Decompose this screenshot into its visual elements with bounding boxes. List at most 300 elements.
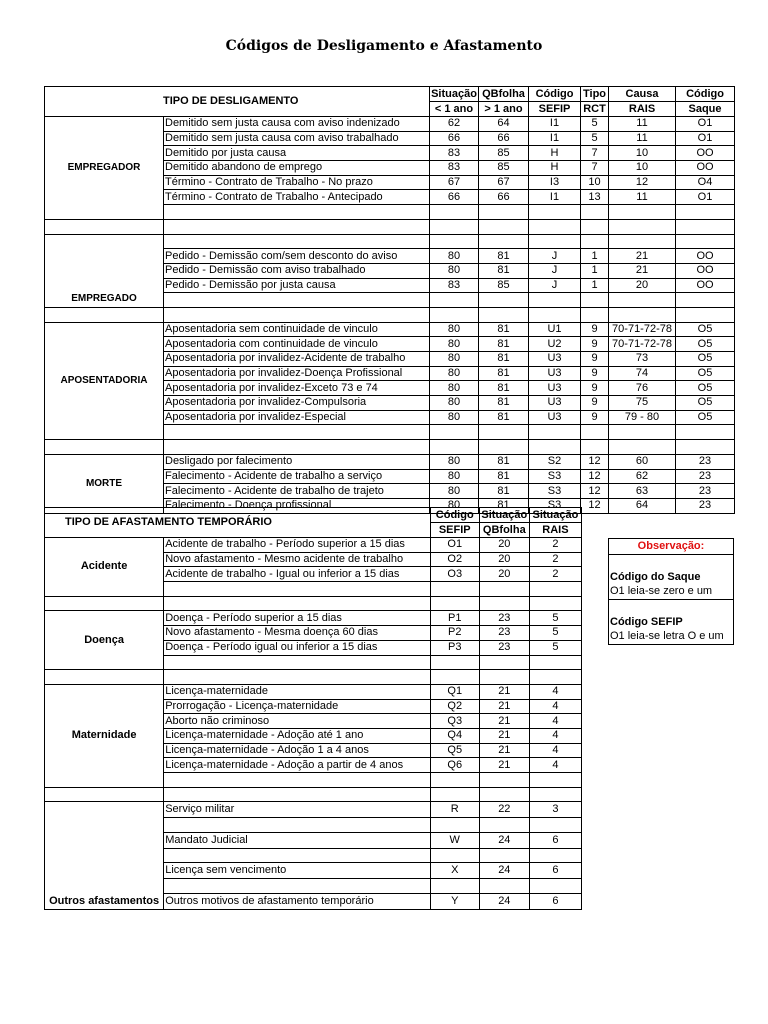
table-row [45,802,582,818]
description: Pedido - Demissão com aviso trabalhado [164,263,430,278]
category-aposentadoria: APOSENTADORIA [45,322,164,440]
codigo-sefip: Q5 [430,743,479,758]
header-tipo-afastamento: TIPO DE AFASTAMENTO TEMPORÁRIO [45,508,431,538]
qbfolha-mais-1-ano: 81 [479,410,529,425]
description: Acidente de trabalho - Período superior a 15 dias [164,538,431,553]
codigo-saque: 23 [676,498,735,513]
header-sefip: SEFIP [529,102,581,117]
situacao-qbfolha: 24 [479,863,529,879]
qbfolha-mais-1-ano: 81 [479,454,529,469]
codigo-sefip: W [430,832,479,848]
codigo-sefip: U3 [529,396,581,411]
situacao-qbfolha: 23 [479,626,529,641]
codigo-sefip: O2 [430,552,479,567]
qbfolha-mais-1-ano: 81 [479,263,529,278]
empty-cell [164,596,431,611]
causa-rais: 21 [609,249,676,264]
situacao-menos-1-ano: 80 [430,263,479,278]
empty-cell [581,425,609,440]
empty-cell [479,293,529,308]
table-row [45,454,735,469]
codigo-sefip: O3 [430,567,479,582]
tipo-rct: 7 [581,146,609,161]
situacao-rais: 3 [529,802,581,818]
tipo-rct: 1 [581,278,609,293]
header-causa: Causa [609,87,676,102]
empty-cell [164,655,431,670]
header-tipo-desligamento: TIPO DE DESLIGAMENTO [45,87,430,117]
empty-cell [430,655,479,670]
codigo-sefip: Q1 [430,684,479,699]
situacao-menos-1-ano: 66 [430,190,479,205]
codigo-saque: O4 [676,175,735,190]
empty-cell [164,670,431,685]
desligamento-body [45,117,735,514]
description: Doença - Período superior a 15 dias [164,611,431,626]
empty-cell [529,879,581,894]
description: Aposentadoria com continuidade de vinculo [164,337,430,352]
situacao-rais: 4 [529,684,581,699]
description: Demitido abandono de emprego [164,161,430,176]
header-qbfolha: QBfolha [479,523,529,538]
qbfolha-mais-1-ano: 85 [479,146,529,161]
causa-rais: 74 [609,366,676,381]
description: Licença-maternidade - Adoção até 1 ano [164,728,431,743]
situacao-qbfolha: 23 [479,611,529,626]
table-row [45,538,582,553]
codigo-sefip: U3 [529,352,581,367]
category-empregado: EMPREGADO [45,234,164,307]
header-situacao: Situação [479,508,529,523]
empty-cell [529,440,581,455]
empty-cell [581,440,609,455]
sefip-title: Código SEFIP [609,615,734,630]
situacao-menos-1-ano: 80 [430,381,479,396]
tipo-rct: 7 [581,161,609,176]
causa-rais: 70-71-72-78 [609,337,676,352]
codigo-saque: O5 [676,322,735,337]
description: Pedido - Demissão com/sem desconto do aviso [164,249,430,264]
table-row [45,670,582,685]
empty-cell [479,596,529,611]
empty-cell [430,440,479,455]
empty-cell [45,307,164,322]
empty-cell [676,234,735,249]
codigo-saque: O5 [676,366,735,381]
codigo-saque: 23 [676,469,735,484]
situacao-rais: 4 [529,758,581,773]
codigo-saque: OO [676,161,735,176]
empty-cell [45,670,164,685]
causa-rais: 76 [609,381,676,396]
empty-cell [430,582,479,597]
empty-cell [164,219,430,234]
empty-cell [479,219,529,234]
codigo-sefip: Q3 [430,714,479,729]
causa-rais: 75 [609,396,676,411]
situacao-menos-1-ano: 80 [430,396,479,411]
empty-cell [430,596,479,611]
codigo-sefip: I1 [529,117,581,132]
codigo-sefip: U3 [529,366,581,381]
table-row [45,611,582,626]
qbfolha-mais-1-ano: 81 [479,498,529,513]
description: Prorrogação - Licença-maternidade [164,699,431,714]
empty-cell [164,293,430,308]
empty-cell [430,670,479,685]
empty-cell [581,219,609,234]
situacao-rais: 4 [529,743,581,758]
header-mais-1-ano: > 1 ano [479,102,529,117]
codigo-sefip: H [529,161,581,176]
qbfolha-mais-1-ano: 81 [479,352,529,367]
description: Licença-maternidade - Adoção a partir de 4 anos [164,758,431,773]
description: Licença sem vencimento [164,863,431,879]
qbfolha-mais-1-ano: 81 [479,381,529,396]
situacao-menos-1-ano: 62 [430,117,479,132]
qbfolha-mais-1-ano: 81 [479,322,529,337]
empty-cell [479,818,529,833]
empty-cell [164,234,430,249]
codigo-sefip: X [430,863,479,879]
empty-cell [45,787,164,802]
empty-cell [609,205,676,220]
empty-cell [430,219,479,234]
tipo-rct: 12 [581,454,609,469]
situacao-qbfolha: 20 [479,567,529,582]
situacao-qbfolha: 22 [479,802,529,818]
tipo-rct: 5 [581,117,609,132]
tipo-rct: 12 [581,484,609,499]
tipo-rct: 1 [581,263,609,278]
situacao-menos-1-ano: 66 [430,131,479,146]
empty-cell [479,205,529,220]
situacao-qbfolha: 21 [479,758,529,773]
empty-cell [676,205,735,220]
causa-rais: 12 [609,175,676,190]
empty-cell [676,293,735,308]
tipo-rct: 9 [581,410,609,425]
situacao-menos-1-ano: 80 [430,498,479,513]
causa-rais: 21 [609,263,676,278]
description: Mandato Judicial [164,832,431,848]
situacao-qbfolha: 21 [479,728,529,743]
causa-rais: 62 [609,469,676,484]
situacao-qbfolha: 20 [479,538,529,553]
empty-cell [529,773,581,788]
tipo-rct: 9 [581,352,609,367]
codigo-sefip: Q4 [430,728,479,743]
empty-cell [164,818,431,833]
description: Aborto não criminoso [164,714,431,729]
afastamento-table [44,507,582,910]
situacao-menos-1-ano: 80 [430,249,479,264]
empty-cell [609,219,676,234]
description: Aposentadoria sem continuidade de vinculo [164,322,430,337]
tipo-rct: 13 [581,190,609,205]
header-codigo: Código [430,508,479,523]
header-codigo-saque: Código [676,87,735,102]
codigo-sefip: U2 [529,337,581,352]
codigo-sefip: S3 [529,484,581,499]
tipo-rct: 9 [581,366,609,381]
empty-cell [164,307,430,322]
situacao-menos-1-ano: 80 [430,322,479,337]
tipo-rct: 12 [581,498,609,513]
situacao-rais: 6 [529,832,581,848]
description: Demitido sem justa causa com aviso trabalhado [164,131,430,146]
saque-text: O1 leia-se zero e um [609,585,734,600]
codigo-sefip: S3 [529,498,581,513]
codigo-saque: OO [676,278,735,293]
situacao-menos-1-ano: 80 [430,454,479,469]
empty-cell [529,582,581,597]
description: Término - Contrato de Trabalho - No prazo [164,175,430,190]
situacao-menos-1-ano: 83 [430,161,479,176]
description: Licença-maternidade - Adoção 1 a 4 anos [164,743,431,758]
situacao-menos-1-ano: 80 [430,366,479,381]
situacao-menos-1-ano: 80 [430,352,479,367]
description: Outros motivos de afastamento temporário [164,893,431,909]
header-situacao: Situação [431,87,477,100]
qbfolha-mais-1-ano: 85 [479,278,529,293]
empty-cell [609,234,676,249]
table-row [45,440,735,455]
empty-cell [430,293,479,308]
header-qbfolha: QBfolha [479,87,529,102]
empty-cell [164,773,431,788]
description: Aposentadoria por invalidez-Exceto 73 e 74 [164,381,430,396]
category-maternidade: Maternidade [45,684,164,787]
page-title: Códigos de Desligamento e Afastamento [225,38,543,54]
empty-cell [45,219,164,234]
situacao-menos-1-ano: 80 [430,484,479,499]
header-codigo: Código [529,87,581,102]
qbfolha-mais-1-ano: 81 [479,337,529,352]
qbfolha-mais-1-ano: 66 [479,131,529,146]
empty-cell [479,879,529,894]
situacao-qbfolha: 20 [479,552,529,567]
qbfolha-mais-1-ano: 81 [479,396,529,411]
category-acidente: Acidente [45,538,164,597]
codigo-sefip: Q6 [430,758,479,773]
tipo-rct: 9 [581,381,609,396]
causa-rais: 20 [609,278,676,293]
situacao-rais: 4 [529,714,581,729]
description: Doença - Período igual ou inferior a 15 dias [164,640,431,655]
header-tipo: Tipo [581,87,609,102]
header-situacao-rais: Situação [529,508,581,523]
description: Demitido por justa causa [164,146,430,161]
empty-cell [430,234,479,249]
description: Aposentadoria por invalidez-Doença Profissional [164,366,430,381]
empty-cell [581,293,609,308]
empty-cell [676,219,735,234]
qbfolha-mais-1-ano: 81 [479,249,529,264]
codigo-saque: O5 [676,352,735,367]
empty-cell [479,234,529,249]
situacao-rais: 4 [529,728,581,743]
empty-cell [581,205,609,220]
codigo-sefip: J [529,249,581,264]
codigo-saque: O5 [676,337,735,352]
description: Falecimento - Acidente de trabalho de trajeto [164,484,430,499]
table-row [45,787,582,802]
empty-cell [479,848,529,863]
codigo-sefip: J [529,278,581,293]
empty-cell [609,307,676,322]
empty-cell [164,787,431,802]
situacao-qbfolha: 21 [479,684,529,699]
empty-cell [479,787,529,802]
empty-cell [529,307,581,322]
empty-cell [430,848,479,863]
tipo-rct: 9 [581,396,609,411]
table-row [45,234,735,249]
situacao-rais: 6 [529,863,581,879]
codigo-sefip: U1 [529,322,581,337]
empty-cell [609,293,676,308]
causa-rais: 73 [609,352,676,367]
situacao-qbfolha: 21 [479,714,529,729]
description: Demitido sem justa causa com aviso indenizado [164,117,430,132]
empty-cell [529,670,581,685]
category-empregador: EMPREGADOR [45,117,164,220]
observacao-spacer [609,555,734,570]
empty-cell [529,425,581,440]
category-morte: MORTE [45,454,164,513]
header-rais: RAIS [609,102,676,117]
situacao-rais: 5 [529,611,581,626]
qbfolha-mais-1-ano: 67 [479,175,529,190]
causa-rais: 10 [609,146,676,161]
codigo-sefip: I1 [529,190,581,205]
codigo-sefip: U3 [529,410,581,425]
description: Falecimento - Doença profissional [164,498,430,513]
category-doença: Doença [45,611,164,670]
codigo-sefip: S2 [529,454,581,469]
tipo-rct: 12 [581,469,609,484]
table-row [45,219,735,234]
causa-rais: 60 [609,454,676,469]
empty-cell [529,787,581,802]
qbfolha-mais-1-ano: 81 [479,484,529,499]
empty-cell [430,773,479,788]
empty-cell [430,425,479,440]
codigo-saque: O1 [676,131,735,146]
empty-cell [479,440,529,455]
observacao-spacer [609,600,734,615]
codigo-sefip: P3 [430,640,479,655]
causa-rais: 11 [609,131,676,146]
situacao-qbfolha: 24 [479,832,529,848]
empty-cell [164,440,430,455]
empty-cell [529,655,581,670]
causa-rais: 63 [609,484,676,499]
description: Aposentadoria por invalidez-Compulsoria [164,396,430,411]
description: Pedido - Demissão por justa causa [164,278,430,293]
empty-cell [529,293,581,308]
situacao-menos-1-ano: 80 [430,410,479,425]
empty-cell [479,307,529,322]
table-row [45,322,735,337]
table-row [45,117,735,132]
saque-title: Código do Saque [609,570,734,585]
observacao-box [608,538,734,645]
empty-cell [581,307,609,322]
codigo-saque: O1 [676,117,735,132]
codigo-sefip: U3 [529,381,581,396]
afastamento-body [45,538,582,910]
tipo-rct: 5 [581,131,609,146]
situacao-qbfolha: 21 [479,743,529,758]
table-row [45,307,735,322]
empty-cell [581,234,609,249]
codigo-sefip: R [430,802,479,818]
header-rais: RAIS [529,523,581,538]
situacao-rais: 4 [529,699,581,714]
empty-cell [430,879,479,894]
empty-cell [676,440,735,455]
situacao-menos-1-ano: 83 [430,146,479,161]
header-menos-1-ano: < 1 ano [430,102,479,117]
empty-cell [430,818,479,833]
codigo-saque: O1 [676,190,735,205]
causa-rais: 11 [609,190,676,205]
tipo-rct: 10 [581,175,609,190]
tipo-rct: 9 [581,322,609,337]
tipo-rct: 9 [581,337,609,352]
empty-cell [164,425,430,440]
empty-cell [609,440,676,455]
category-outros-afastamentos: Outros afastamentos [45,802,164,910]
situacao-qbfolha: 24 [479,893,529,909]
causa-rais: 79 - 80 [609,410,676,425]
codigo-saque: OO [676,263,735,278]
empty-cell [45,440,164,455]
situacao-rais: 2 [529,552,581,567]
description: Novo afastamento - Mesmo acidente de trabalho [164,552,431,567]
description: Novo afastamento - Mesma doença 60 dias [164,626,431,641]
codigo-saque: 23 [676,454,735,469]
situacao-rais: 5 [529,626,581,641]
codigo-saque: O5 [676,396,735,411]
empty-cell [676,307,735,322]
causa-rais: 64 [609,498,676,513]
situacao-rais: 2 [529,567,581,582]
header-saque: Saque [676,102,735,117]
desligamento-table [44,86,735,514]
empty-cell [479,425,529,440]
codigo-saque: O5 [676,381,735,396]
codigo-sefip: P1 [430,611,479,626]
description: Serviço militar [164,802,431,818]
codigo-sefip: S3 [529,469,581,484]
description: Aposentadoria por invalidez-Acidente de trabalho [164,352,430,367]
empty-cell [529,219,581,234]
causa-rais: 11 [609,117,676,132]
codigo-sefip: P2 [430,626,479,641]
qbfolha-mais-1-ano: 85 [479,161,529,176]
situacao-rais: 5 [529,640,581,655]
description: Licença-maternidade [164,684,431,699]
empty-cell [529,234,581,249]
situacao-qbfolha: 23 [479,640,529,655]
situacao-qbfolha: 21 [479,699,529,714]
qbfolha-mais-1-ano: 64 [479,117,529,132]
codigo-sefip: I3 [529,175,581,190]
description: Desligado por falecimento [164,454,430,469]
